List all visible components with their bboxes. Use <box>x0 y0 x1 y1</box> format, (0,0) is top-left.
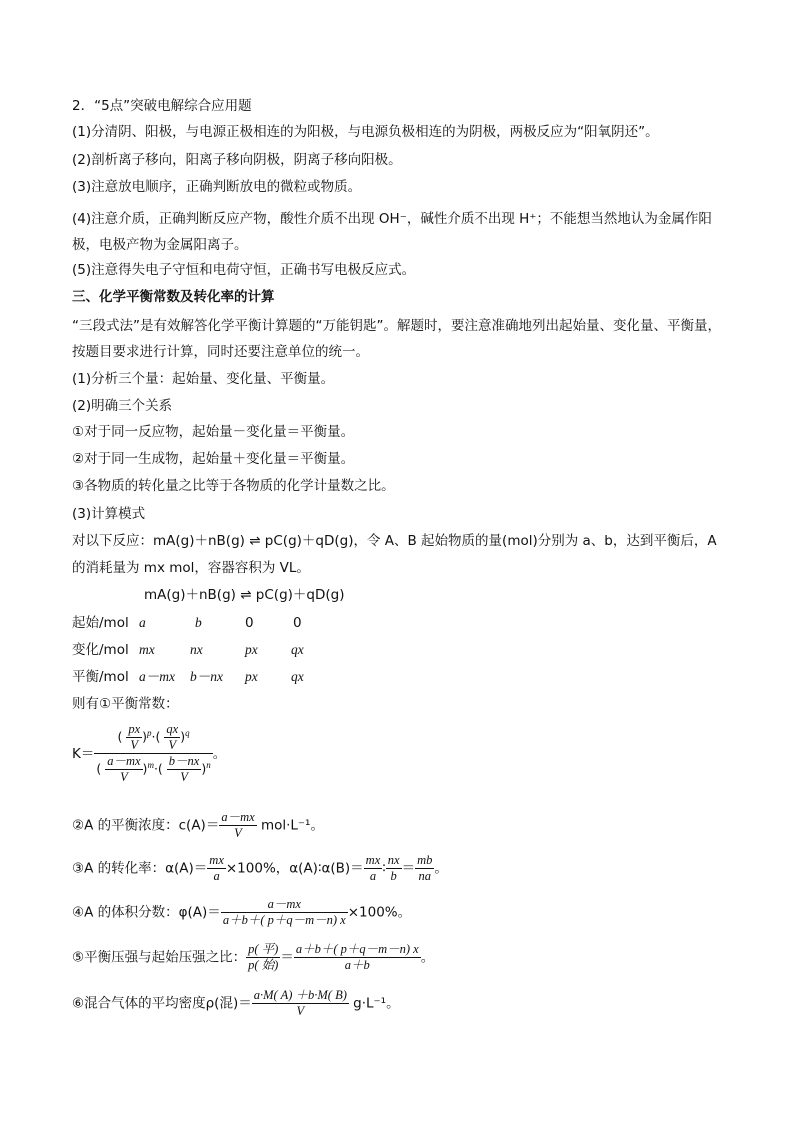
table-row-equilibrium-label: 平衡/mol <box>72 669 129 685</box>
table-row-initial-d: 0 <box>293 615 302 631</box>
f3-den2: a <box>364 868 383 884</box>
f5-eq: ＝ <box>280 949 294 966</box>
f3-colon: ∶ <box>382 860 386 877</box>
f4-den: a＋b＋( p＋q－m－n) x <box>222 913 346 927</box>
f4-pre: ④A 的体积分数：φ(A)＝ <box>72 904 221 921</box>
f5-num2: a＋b＋( p＋q－m－n) x <box>295 942 419 956</box>
f6-pre: ⑥混合气体的平均密度ρ(混)＝ <box>72 995 252 1012</box>
f5-den2: a＋b <box>294 957 421 973</box>
table-row-change-a: mx <box>139 642 155 657</box>
intro-paragraph: “三段式法”是有效解答化学平衡计算题的“万能钥匙”。解题时，要注意准确地列出起始量、变化量、平衡量，按题目要求进行计算，同时还要注意单位的统一。 <box>72 318 721 360</box>
reaction-equation: mA(g)＋nB(g) ⇌ pC(g)＋qD(g) <box>144 587 345 603</box>
relation-1: ①对于同一反应物，起始量－变化量＝平衡量。 <box>72 424 355 440</box>
k-num-v1: V <box>126 737 142 753</box>
f3-num1: mx <box>209 853 224 867</box>
k-den-a-mx: a－mx <box>107 754 141 768</box>
f3-post: 。 <box>434 860 448 877</box>
k-exp-q: q <box>185 727 190 738</box>
table-row-equilibrium-c: px <box>245 669 258 684</box>
f5-den1: p( 始) <box>248 958 279 972</box>
point-3: (3)注意放电顺序，正确判断放电的微粒或物质。 <box>72 179 362 195</box>
k-formula <box>72 722 226 785</box>
mode-line-2: 的消耗量为 mx mol，容器容积为 VL。 <box>72 560 310 576</box>
f3-den4: na <box>415 868 434 884</box>
then-equilibrium-constant: 则有①平衡常数： <box>72 696 179 712</box>
table-row-change-label: 变化/mol <box>72 642 129 658</box>
k-num-px: px <box>128 722 141 736</box>
table-row-initial-a: a <box>139 615 146 630</box>
formula-average-density <box>72 988 400 1019</box>
k-den-v2: V <box>167 769 202 785</box>
f2-den: V <box>219 825 256 841</box>
f2-num: a－mx <box>221 810 255 824</box>
k-end: 。 <box>212 745 227 762</box>
formula-volume-fraction <box>72 897 411 928</box>
point-4: (4)注意介质，正确判断反应产物，酸性介质不出现 OH⁻，碱性介质不出现 H⁺；不能想当然地认为金属作阳极，电极产物为金属阳离子。 <box>72 211 712 253</box>
f3-eq: ＝ <box>401 860 416 877</box>
step-1: (1)分析三个量：起始量、变化量、平衡量。 <box>72 371 335 387</box>
k-main-fraction: ( $\frac{px}{V}$ )$^p$·( $\frac{qx}{V}$ )$^q$ ( $\frac{a-mx}{V}$ )$^m$·( $\frac{b-nx}{V}$ )$^n$ <box>96 722 211 784</box>
table-row-initial-c: 0 <box>245 615 254 631</box>
k-num-v2: V <box>164 737 180 753</box>
table-row-change-d: qx <box>291 642 304 657</box>
table-row-initial-label: 起始/mol <box>72 615 129 631</box>
f3-den1: a <box>207 868 226 884</box>
f6-num: a·M( A) ＋b·M( B) <box>253 988 347 1002</box>
f3-num3: nx <box>387 853 400 867</box>
k-den-v1: V <box>105 769 142 785</box>
k-num-qx: qx <box>166 722 179 736</box>
f4-num: a－mx <box>267 897 301 911</box>
f4-post: ×100%。 <box>347 904 412 921</box>
point-5: (5)注意得失电子守恒和电荷守恒，正确书写电极反应式。 <box>72 262 416 278</box>
f2-post: mol·L⁻¹。 <box>256 817 324 834</box>
f6-post: g·L⁻¹。 <box>348 995 400 1012</box>
f2-pre: ②A 的平衡浓度：c(A)＝ <box>72 817 220 834</box>
formula-conversion-rate <box>72 853 448 884</box>
f3-mid: ×100%，α(A)∶α(B)＝ <box>225 860 364 877</box>
heading-electrolysis: 2．“5点”突破电解综合应用题 <box>72 98 252 114</box>
table-row-initial-b: b <box>195 615 202 630</box>
step-3: (3)计算模式 <box>72 506 146 522</box>
f5-num1: p( 平) <box>248 942 279 956</box>
f3-den3: b <box>386 868 402 884</box>
k-exp-m: m <box>147 759 154 770</box>
table-row-change-b: nx <box>190 642 203 657</box>
k-exp-n: n <box>206 759 211 770</box>
step-2: (2)明确三个关系 <box>72 398 173 414</box>
f3-pre: ③A 的转化率：α(A)＝ <box>72 860 208 877</box>
f6-den: V <box>252 1003 349 1019</box>
mode-line-1: 对以下反应：mA(g)＋nB(g) ⇌ pC(g)＋qD(g)，令 A、B 起始物质的量(mol)分别为 a、b，达到平衡后，A <box>72 533 717 549</box>
table-row-equilibrium-d: qx <box>291 669 304 684</box>
f3-num2: mx <box>365 853 381 867</box>
table-row-change-c: px <box>245 642 258 657</box>
f5-post: 。 <box>420 949 435 966</box>
table-row-equilibrium-a: a－mx <box>139 669 175 684</box>
table-row-equilibrium-b: b－nx <box>190 669 223 684</box>
relation-2: ②对于同一生成物，起始量＋变化量＝平衡量。 <box>72 451 355 467</box>
f5-pre: ⑤平衡压强与起始压强之比： <box>72 949 247 966</box>
k-exp-p: p <box>147 727 152 738</box>
k-den-b-nx: b－nx <box>168 754 200 768</box>
k-lhs: K＝ <box>72 745 95 762</box>
point-2: (2)剖析离子移向，阳离子移向阴极，阴离子移向阳极。 <box>72 152 402 168</box>
f3-num4: mb <box>417 853 433 867</box>
relation-3: ③各物质的转化量之比等于各物质的化学计量数之比。 <box>72 478 395 494</box>
formula-equilibrium-concentration <box>72 810 324 841</box>
section-heading-3: 三、化学平衡常数及转化率的计算 <box>72 289 275 305</box>
formula-pressure-ratio <box>72 942 434 973</box>
point-1: (1)分清阴、阳极，与电源正极相连的为阳极，与电源负极相连的为阴极，两极反应为“阳氧阴还”。 <box>72 124 659 140</box>
